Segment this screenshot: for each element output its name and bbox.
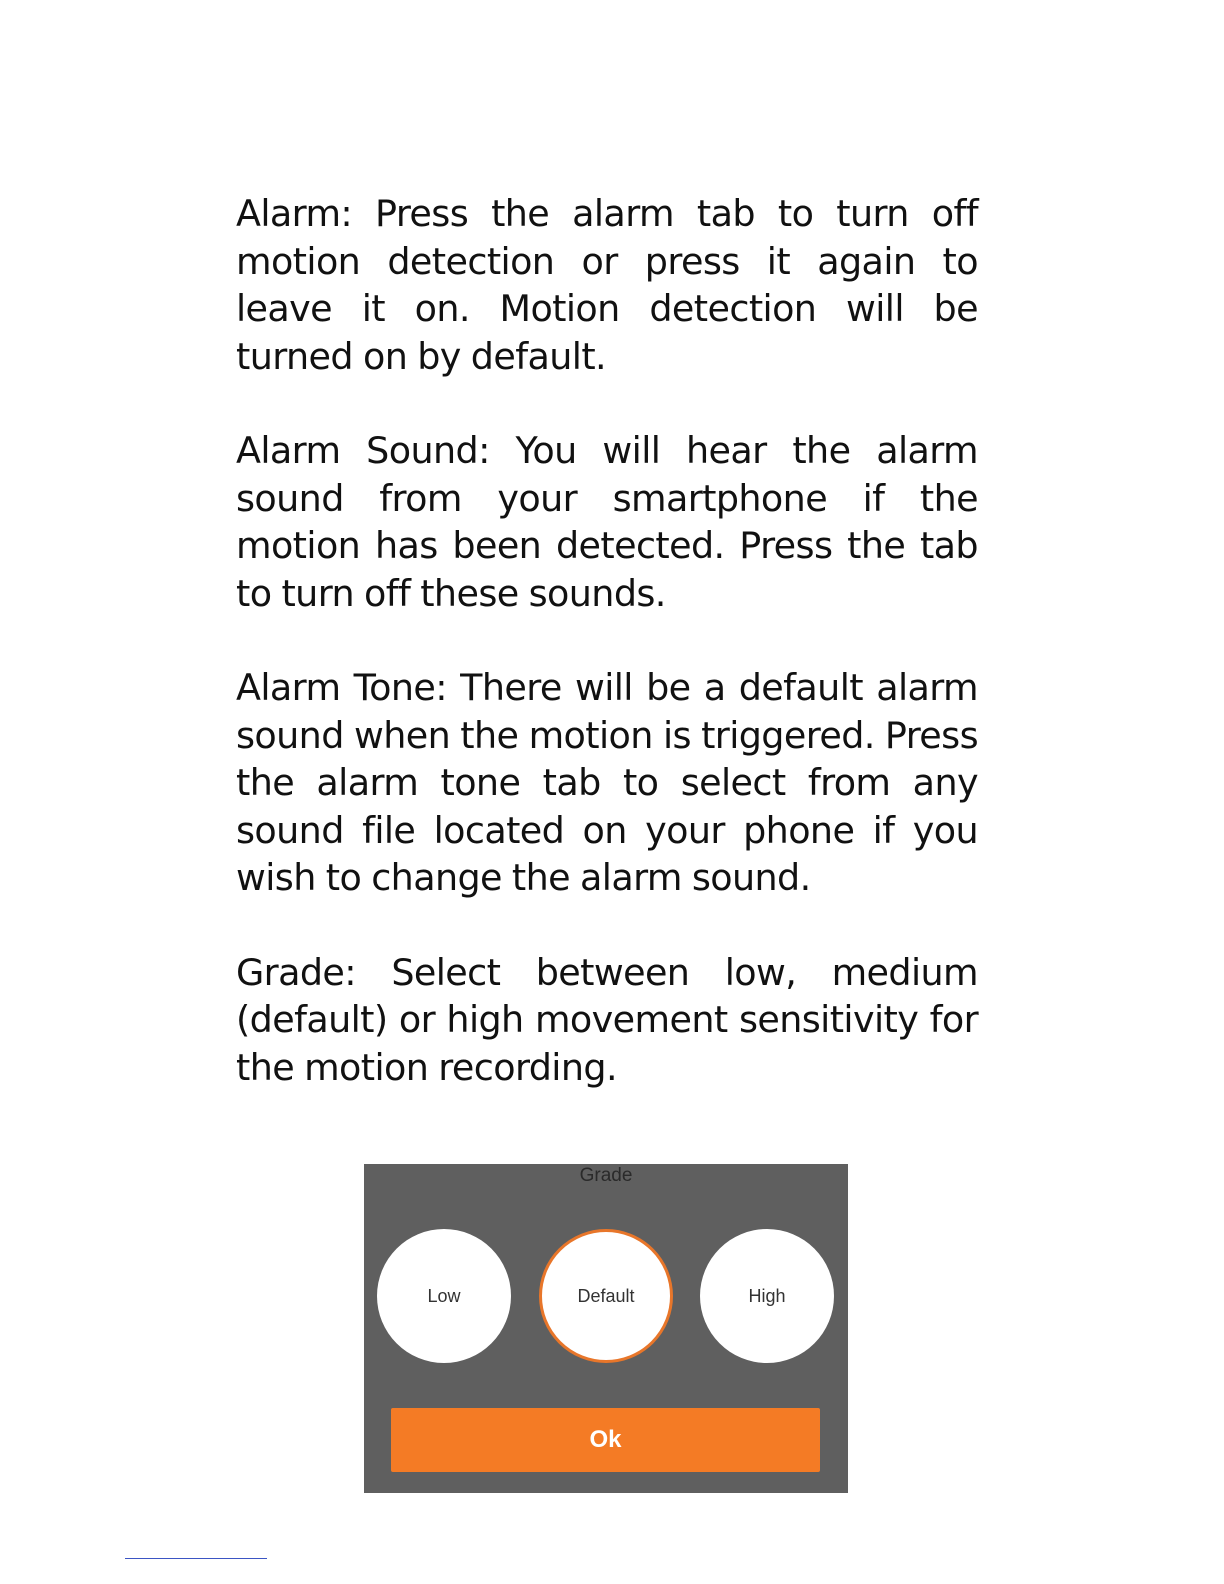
alarm-paragraph: Alarm: Press the alarm tab to turn off motion detection or press it again to leave it on. Motion detection will be turned on by default.: [236, 192, 978, 378]
alarm-sound-paragraph: Alarm Sound: You will hear the alarm sound from your smartphone if the motion has been detected. Press the tab to turn off these sounds.: [236, 429, 978, 615]
grade-option-default[interactable]: [539, 1229, 673, 1363]
ok-button-label: Ok: [589, 1426, 622, 1453]
ok-button[interactable]: [391, 1408, 820, 1472]
grade-option-low-label: Low: [427, 1285, 461, 1306]
grade-option-high-label: High: [748, 1285, 786, 1306]
grade-dialog-title: Grade: [579, 1165, 633, 1186]
grade-option-default-label: Default: [577, 1285, 635, 1306]
grade-option-high[interactable]: [700, 1229, 834, 1363]
grade-option-low[interactable]: [377, 1229, 511, 1363]
grade-paragraph: Grade: Select between low, medium (default) or high movement sensitivity for the motion recording.: [236, 950, 978, 1089]
grade-dialog: [364, 1164, 848, 1493]
manual-text: [236, 190, 978, 1138]
footnote-rule: [125, 1558, 267, 1559]
alarm-tone-paragraph: Alarm Tone: There will be a default alarm sound when the motion is triggered. Press the alarm tone tab to select from any sound file located on your phone if you wish to change the alarm sound.: [236, 666, 978, 899]
